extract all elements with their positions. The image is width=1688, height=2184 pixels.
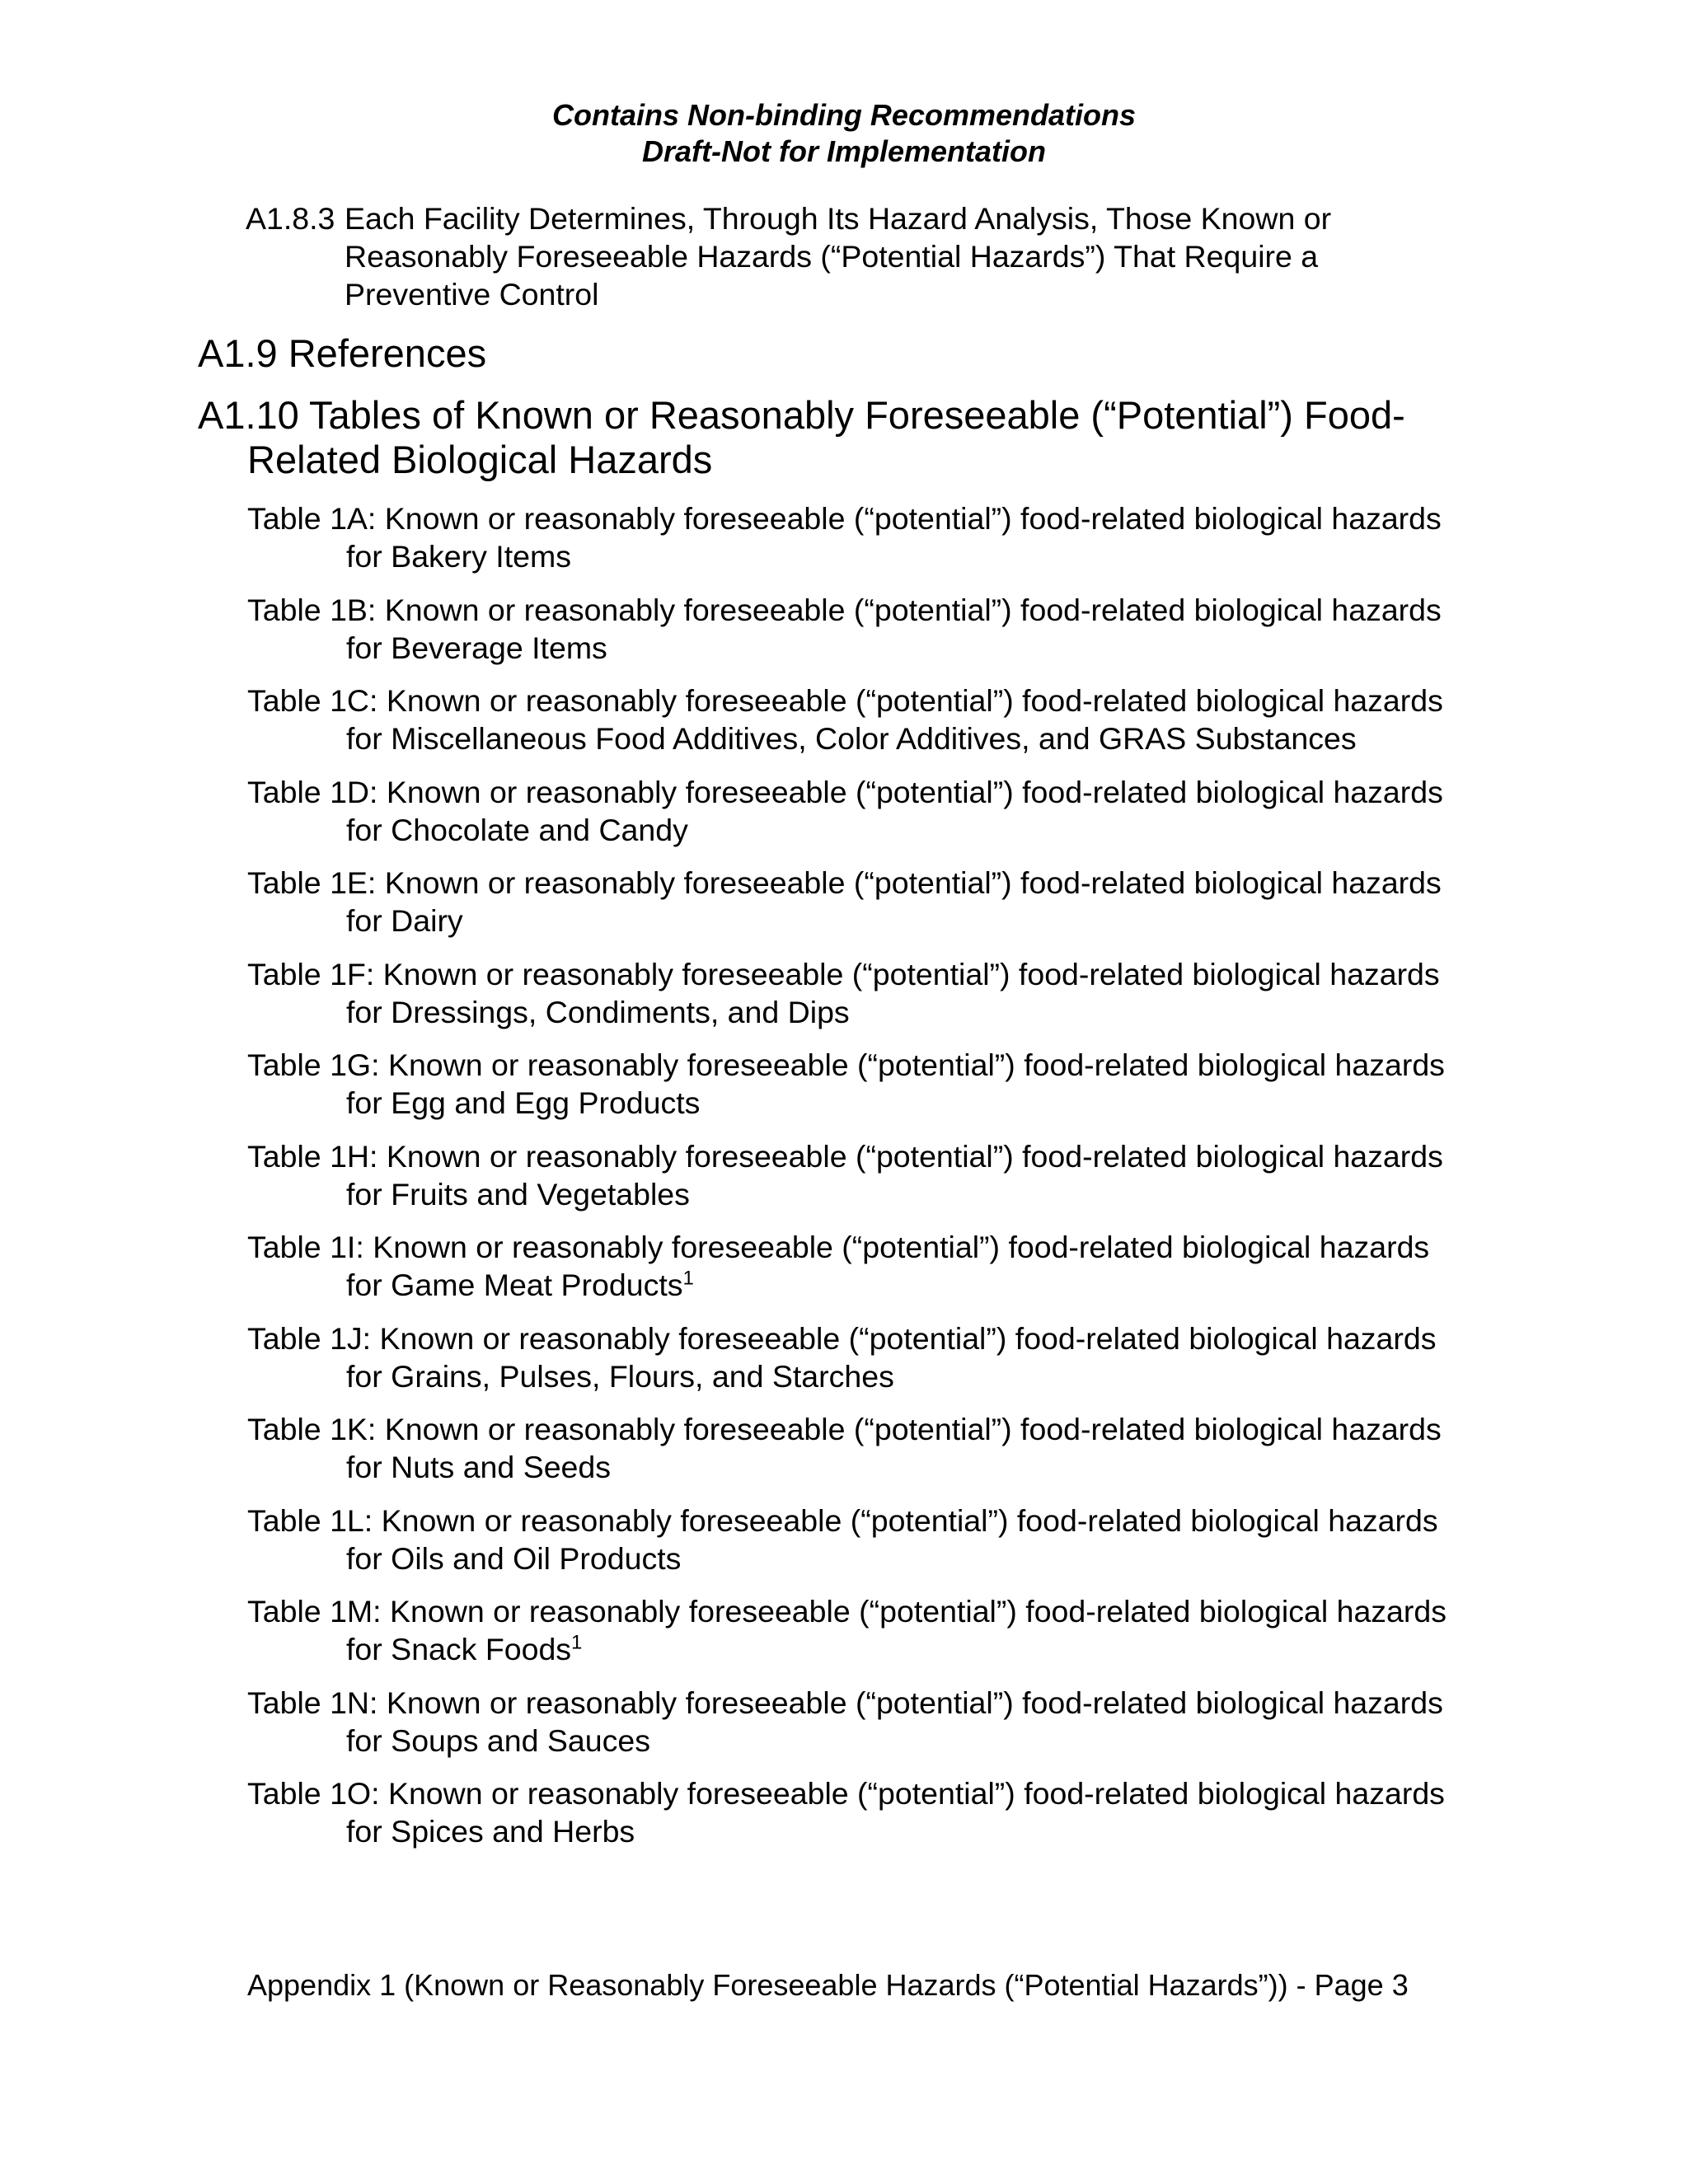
table-label: Table 1D: [247,774,378,809]
table-description: Known or reasonably foreseeable (“potential”) food-related biological hazards for Game Meat Products [346,1230,1430,1302]
table-label: Table 1K: [247,1412,377,1446]
table-label: Table 1C: [247,683,378,718]
table-list-item [247,1046,1451,1122]
heading-references: A1.9 References [198,331,487,375]
page-header [0,97,1688,170]
table-list-item [247,682,1451,757]
table-label: Table 1E: [247,865,377,900]
table-list-item [247,773,1451,849]
table-list-item [247,1774,1451,1850]
table-list-item [247,499,1451,575]
table-label: Table 1B: [247,592,377,627]
table-label: Table 1N: [247,1685,378,1720]
table-description: Known or reasonably foreseeable (“potential”) food-related biological hazards for Snack Foods [346,1594,1447,1666]
table-list-item [247,864,1451,940]
table-list-item [247,591,1451,667]
subsection-a1-8-3 [246,199,1416,313]
table-list-item [247,1502,1451,1577]
table-description: Known or reasonably foreseeable (“potential”) food-related biological hazards for Oils and Oil Products [346,1502,1438,1576]
table-label: Table 1J: [247,1320,372,1356]
footnote-marker: 1 [571,1631,583,1654]
table-label: Table 1G: [247,1047,380,1082]
table-description: Known or reasonably foreseeable (“potential”) food-related biological hazards for Soups and Sauces [346,1685,1443,1758]
heading-tables: A1.10 Tables of Known or Reasonably Foreseeable (“Potential”) Food-Related Biological Hazards [198,393,1405,481]
table-description: Known or reasonably foreseeable (“potential”) food-related biological hazards for Dressings, Condiments, and Dips [346,956,1440,1029]
table-description: Known or reasonably foreseeable (“potential”) food-related biological hazards for Spices and Herbs [346,1776,1445,1849]
table-label: Table 1I: [247,1230,364,1264]
table-list-item [247,1319,1451,1395]
table-description: Known or reasonably foreseeable (“potential”) food-related biological hazards for Chocolate and Candy [346,774,1443,847]
table-description: Known or reasonably foreseeable (“potential”) food-related biological hazards for Bakery Items [346,501,1442,574]
table-label: Table 1L: [247,1502,373,1538]
footnote-marker: 1 [682,1267,694,1290]
table-description: Known or reasonably foreseeable (“potential”) food-related biological hazards for Miscellaneous Food Additives, Color Additives, and GRAS Substances [346,683,1443,756]
table-label: Table 1H: [247,1138,378,1174]
table-description: Known or reasonably foreseeable (“potential”) food-related biological hazards for Fruits and Vegetables [346,1138,1443,1212]
table-list-item [247,1228,1451,1304]
table-description: Known or reasonably foreseeable (“potential”) food-related biological hazards for Dairy [346,865,1442,938]
subsection-title: Each Facility Determines, Through Its Hazard Analysis, Those Known or Reasonably Foreseeable Hazards (“Potential Hazards”) That Require a Preventive Control [345,201,1332,312]
header-line-2: Draft-Not for Implementation [642,134,1046,168]
table-list-item [247,1684,1451,1760]
table-description: Known or reasonably foreseeable (“potential”) food-related biological hazards for Beverage Items [346,592,1442,665]
page-footer: Appendix 1 (Known or Reasonably Foreseeable Hazards (“Potential Hazards”)) - Page 3 [247,1968,1409,2002]
table-list-item [247,1592,1451,1668]
tables-list [247,499,1451,1866]
table-description: Known or reasonably foreseeable (“potential”) food-related biological hazards for Grains, Pulses, Flours, and Starches [346,1320,1437,1394]
table-label: Table 1A: [247,501,377,536]
table-label: Table 1M: [247,1594,382,1629]
table-description: Known or reasonably foreseeable (“potential”) food-related biological hazards for Egg and Egg Products [346,1047,1445,1120]
table-description: Known or reasonably foreseeable (“potential”) food-related biological hazards for Nuts and Seeds [346,1412,1442,1484]
table-list-item [247,1410,1451,1486]
subsection-number: A1.8.3 [246,201,335,236]
table-list-item [247,955,1451,1031]
table-label: Table 1F: [247,956,375,991]
table-label: Table 1O: [247,1776,380,1811]
header-line-1: Contains Non-binding Recommendations [552,98,1136,132]
table-list-item [247,1137,1451,1213]
